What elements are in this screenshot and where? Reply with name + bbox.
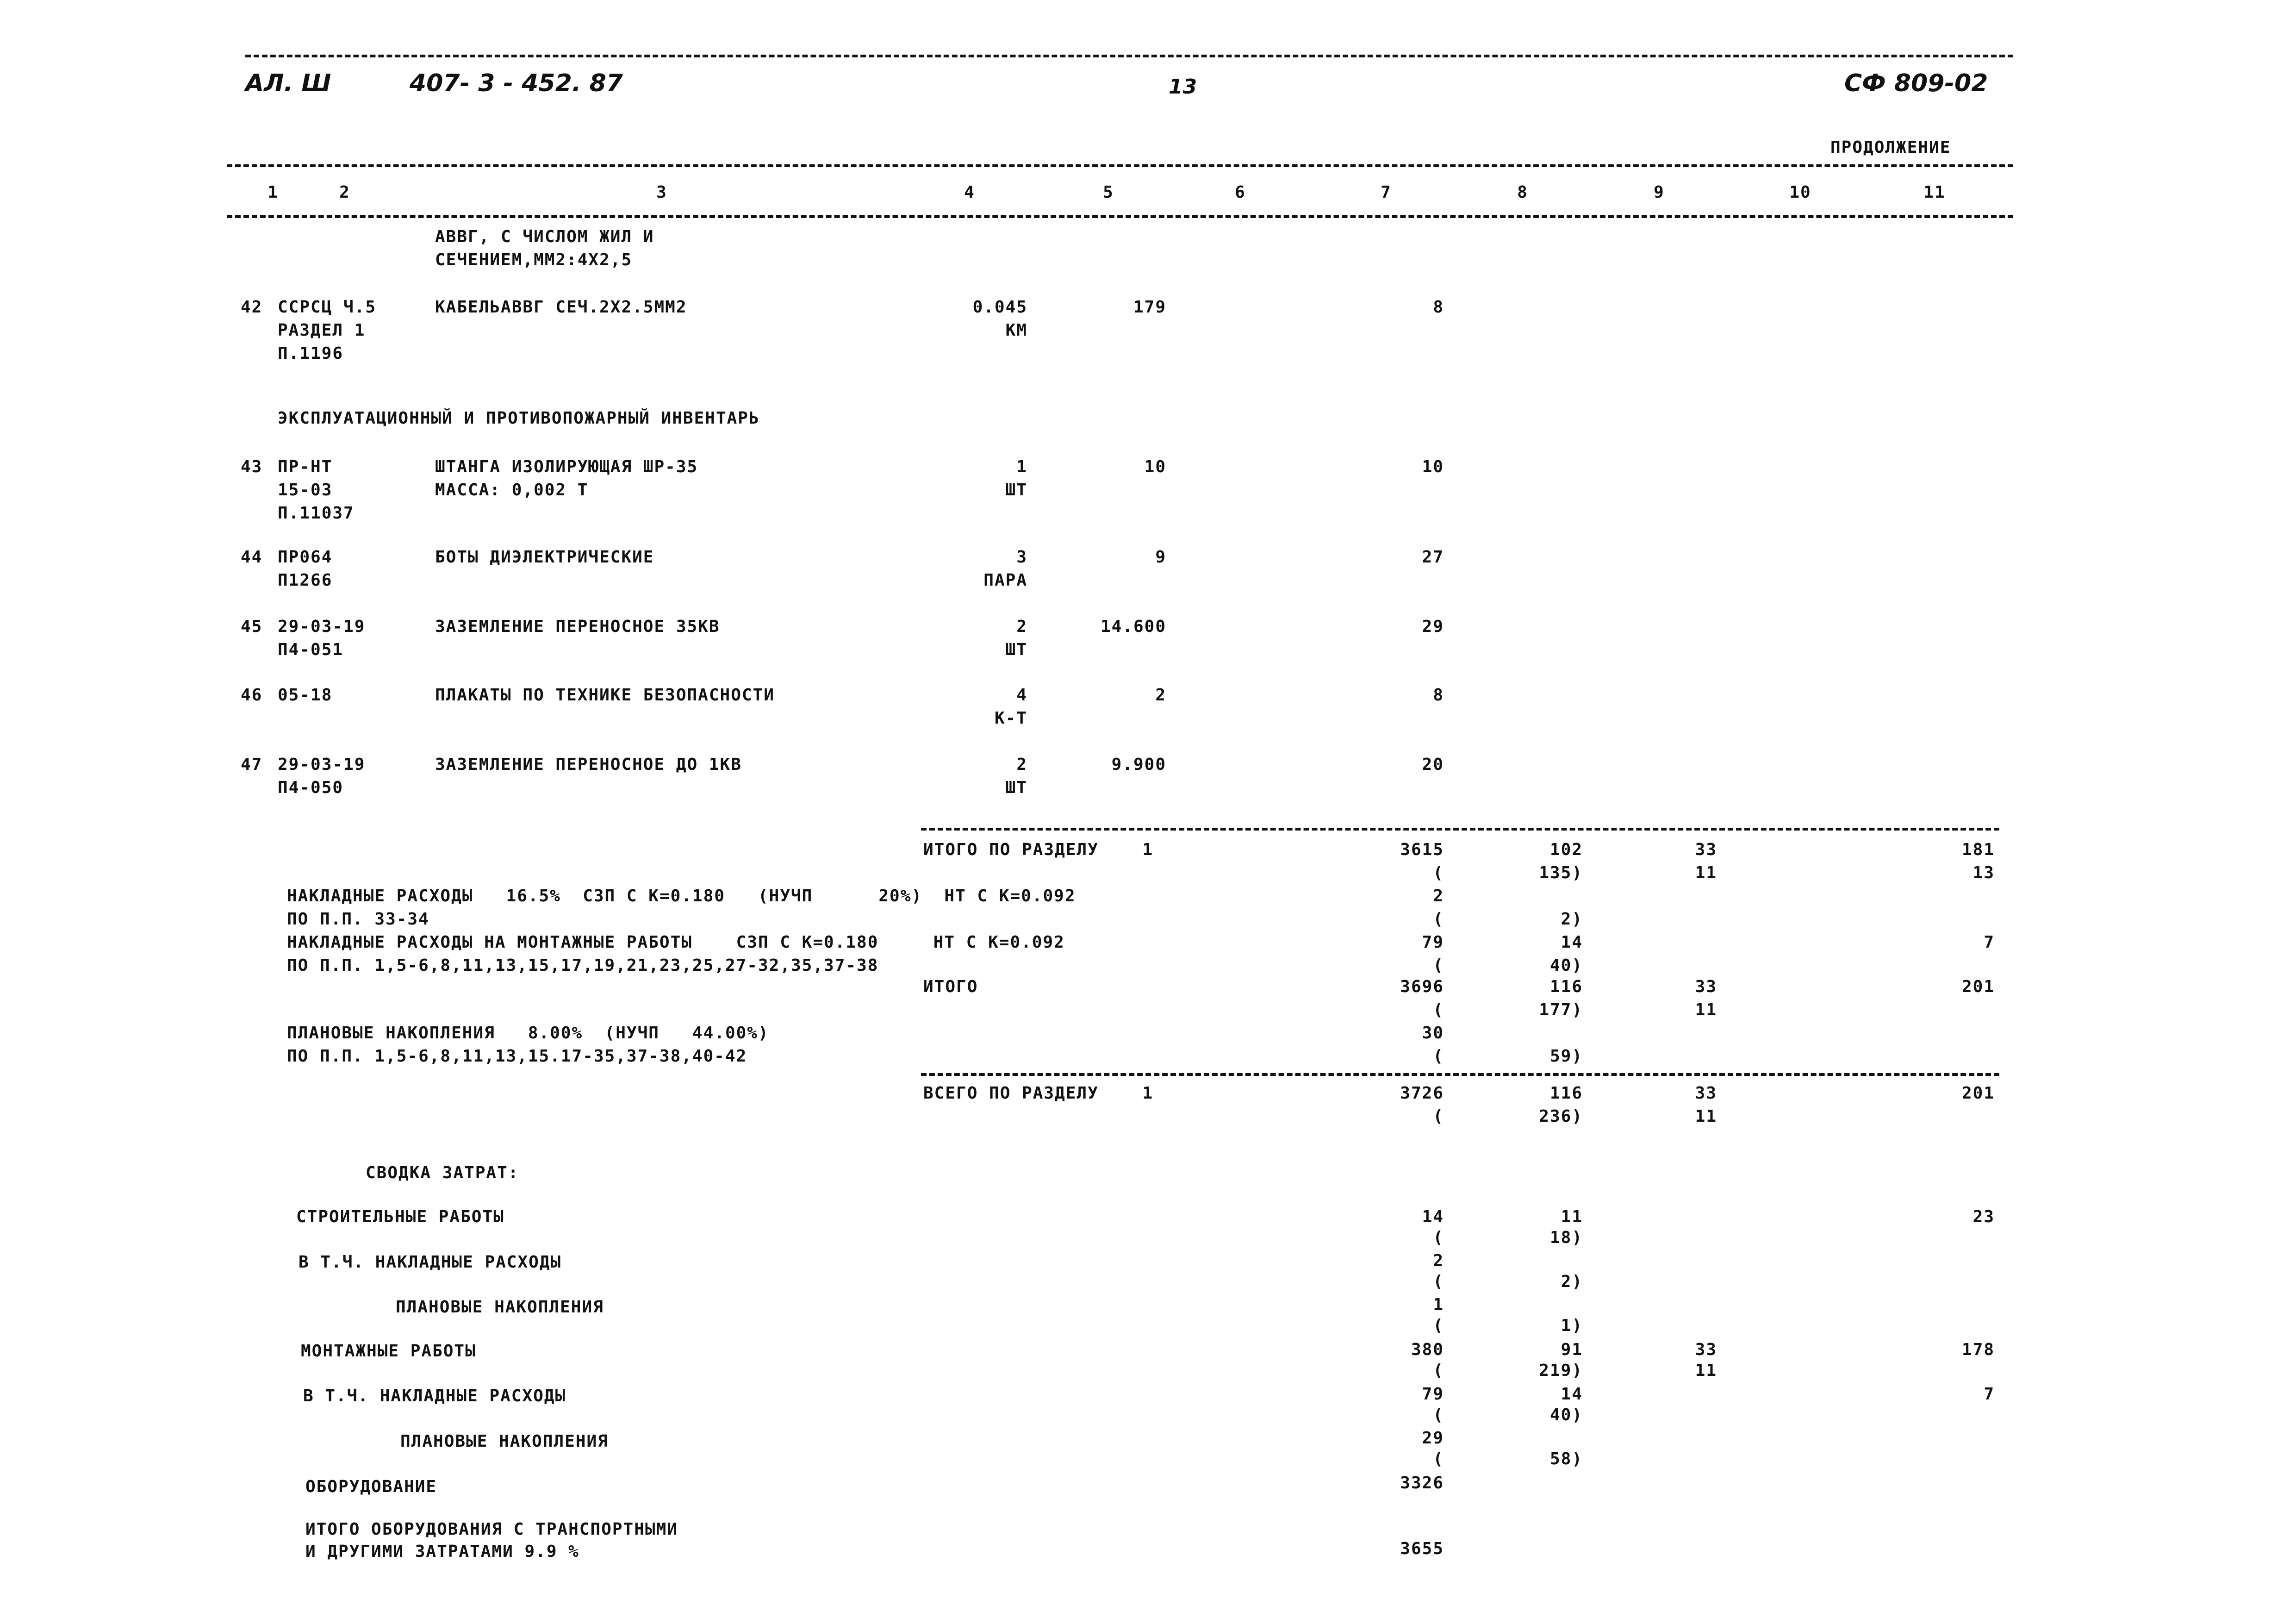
summary-col9: 33 <box>1695 1340 1717 1359</box>
item-qty: 3 <box>1016 548 1027 567</box>
summary-col8: 11 <box>1561 1207 1583 1226</box>
overhead-label-scope: ПО П.П. 33-34 <box>287 910 429 929</box>
item-code: РАЗДЕЛ 1 <box>278 321 366 340</box>
item-total: 20 <box>1422 755 1444 774</box>
planned-label: ПЛАНОВЫЕ НАКОПЛЕНИЯ 8.00% (НУЧП 44.00%) <box>287 1024 769 1043</box>
overhead-label-scope: ПО П.П. 1,5-6,8,11,13,15,17,19,21,23,25,27-32,35,37-38 <box>287 956 879 975</box>
summary-col7: 14 <box>1422 1207 1444 1226</box>
item-qty: 2 <box>1016 755 1027 774</box>
subtotal-label: ИТОГО <box>923 977 978 996</box>
item-unit: КМ <box>1005 321 1027 340</box>
total-col11-second: 13 <box>1972 863 1995 882</box>
summary-col7: 1 <box>1433 1295 1444 1314</box>
item-total: 27 <box>1422 548 1444 567</box>
equipment-value: 3326 <box>1400 1474 1444 1493</box>
summary-col8-paren: 40) <box>1549 1405 1583 1424</box>
column-number: 3 <box>656 183 667 202</box>
sheet-code: СФ 809-02 <box>1844 69 1988 97</box>
subtotal-col7: 3696 <box>1400 977 1444 996</box>
planned-col8-paren: 59) <box>1549 1047 1583 1066</box>
item-unit: ШТ <box>1005 640 1027 659</box>
grand-total-col7-paren: ( <box>1433 1107 1444 1126</box>
summary-col11: 7 <box>1984 1385 1995 1404</box>
item-number: 47 <box>241 755 263 774</box>
column-number: 9 <box>1654 183 1665 202</box>
header-rule-top <box>245 55 2013 57</box>
column-number: 10 <box>1789 183 1811 202</box>
summary-col7-paren: ( <box>1433 1405 1444 1424</box>
item-total: 8 <box>1433 298 1444 317</box>
section-title: ЭКСПЛУАТАЦИОННЫЙ И ПРОТИВОПОЖАРНЫЙ ИНВЕНТАРЬ <box>278 409 760 428</box>
planned-col7: 30 <box>1422 1024 1444 1043</box>
grand-total-col9: 33 <box>1695 1084 1717 1103</box>
equipment-total-label-cont: И ДРУГИМИ ЗАТРАТАМИ 9.9 % <box>305 1542 579 1561</box>
grand-total-col7: 3726 <box>1400 1084 1444 1103</box>
total-col8: 102 <box>1549 840 1583 859</box>
summary-col7: 380 <box>1411 1340 1444 1359</box>
item-price: 10 <box>1144 457 1166 476</box>
item-number: 46 <box>241 686 263 705</box>
item-name: БОТЫ ДИЭЛЕКТРИЧЕСКИЕ <box>435 548 654 567</box>
summary-col8-paren: 58) <box>1549 1449 1583 1468</box>
item-code: 15-03 <box>278 481 333 500</box>
summary-col7-paren: ( <box>1433 1361 1444 1380</box>
item-unit: ПАРА <box>983 571 1027 590</box>
overhead-col7: 2 <box>1433 887 1444 906</box>
summary-col8: 91 <box>1561 1340 1583 1359</box>
subtotal-col8-paren: 177) <box>1539 1000 1583 1019</box>
subtotal-col7-paren: ( <box>1433 1000 1444 1019</box>
item-code: П1266 <box>278 571 333 590</box>
item-total: 10 <box>1422 457 1444 476</box>
item-qty: 2 <box>1016 617 1027 636</box>
summary-col9-second: 11 <box>1695 1361 1717 1380</box>
summary-label: ПЛАНОВЫЕ НАКОПЛЕНИЯ <box>396 1298 604 1317</box>
item-unit: ШТ <box>1005 778 1027 797</box>
grand-total-col11: 201 <box>1961 1084 1995 1103</box>
item-code: ПР-НТ <box>278 457 333 476</box>
total-col9-second: 11 <box>1695 863 1717 882</box>
planned-col7-paren: ( <box>1433 1047 1444 1066</box>
item-number: 43 <box>241 457 263 476</box>
subtotal-col11: 201 <box>1961 977 1995 996</box>
totals-rule <box>921 828 1999 831</box>
header-rule-bottom <box>227 215 2013 218</box>
item-code: 29-03-19 <box>278 617 366 636</box>
summary-label: СТРОИТЕЛЬНЫЕ РАБОТЫ <box>296 1207 504 1226</box>
equipment-total-value: 3655 <box>1400 1539 1444 1558</box>
overhead-col8-paren: 2) <box>1561 910 1583 929</box>
item-number: 42 <box>241 298 263 317</box>
summary-col7-paren: ( <box>1433 1272 1444 1291</box>
summary-label: В Т.Ч. НАКЛАДНЫЕ РАСХОДЫ <box>303 1387 566 1405</box>
grand-total-col9-second: 11 <box>1695 1107 1717 1126</box>
summary-label: ПЛАНОВЫЕ НАКОПЛЕНИЯ <box>400 1432 609 1451</box>
intro-line: СЕЧЕНИЕМ,ММ2:4Х2,5 <box>435 250 633 269</box>
planned-label-scope: ПО П.П. 1,5-6,8,11,13,15.17-35,37-38,40-42 <box>287 1047 747 1066</box>
item-name: ЗАЗЕМЛЕНИЕ ПЕРЕНОСНОЕ ДО 1КВ <box>435 755 742 774</box>
item-code: ССРСЦ Ч.5 <box>278 298 377 317</box>
overhead-label: НАКЛАДНЫЕ РАСХОДЫ 16.5% СЗП С К=0.180 (НУЧП 20%) НТ С К=0.092 <box>287 887 1076 906</box>
item-name: МАССА: 0,002 Т <box>435 481 589 500</box>
overhead-col7-paren: ( <box>1433 910 1444 929</box>
subtotal-col8: 116 <box>1549 977 1583 996</box>
overhead-col7: 79 <box>1422 933 1444 952</box>
total-col9: 33 <box>1695 840 1717 859</box>
grand-total-col8-paren: 236) <box>1539 1107 1583 1126</box>
grand-total-col8: 116 <box>1549 1084 1583 1103</box>
grand-total-label: ВСЕГО ПО РАЗДЕЛУ 1 <box>923 1084 1154 1103</box>
summary-col7: 29 <box>1422 1429 1444 1448</box>
column-number: 8 <box>1517 183 1528 202</box>
summary-label: В Т.Ч. НАКЛАДНЫЕ РАСХОДЫ <box>299 1253 562 1272</box>
item-code: П.1196 <box>278 344 344 363</box>
item-price: 179 <box>1133 298 1166 317</box>
subtotal-col9-second: 11 <box>1695 1000 1717 1019</box>
subtotal-col9: 33 <box>1695 977 1717 996</box>
total-col7-paren: ( <box>1433 863 1444 882</box>
item-code: 29-03-19 <box>278 755 366 774</box>
total-col7: 3615 <box>1400 840 1444 859</box>
item-qty: 1 <box>1016 457 1027 476</box>
item-price: 2 <box>1155 686 1166 705</box>
summary-col11: 23 <box>1972 1207 1995 1226</box>
item-name: КАБЕЛЬАВВГ СЕЧ.2Х2.5ММ2 <box>435 298 687 317</box>
column-number: 6 <box>1235 183 1246 202</box>
intro-line: АВВГ, С ЧИСЛОМ ЖИЛ И <box>435 227 654 246</box>
section-total-label: ИТОГО ПО РАЗДЕЛУ 1 <box>923 840 1154 859</box>
summary-col8-paren: 219) <box>1539 1361 1583 1380</box>
overhead-col7-paren: ( <box>1433 956 1444 975</box>
project-code: 407- 3 - 452. 87 <box>410 69 623 97</box>
item-qty: 4 <box>1016 686 1027 705</box>
equipment-label: ОБОРУДОВАНИЕ <box>305 1477 437 1496</box>
column-number: 1 <box>268 183 279 202</box>
summary-col7-paren: ( <box>1433 1449 1444 1468</box>
overhead-col8-paren: 40) <box>1549 956 1583 975</box>
summary-col8-paren: 2) <box>1561 1272 1583 1291</box>
column-number: 2 <box>339 183 350 202</box>
summary-col7: 79 <box>1422 1385 1444 1404</box>
item-total: 29 <box>1422 617 1444 636</box>
column-number: 4 <box>964 183 975 202</box>
summary-col7-paren: ( <box>1433 1316 1444 1335</box>
overhead-col11: 7 <box>1984 933 1995 952</box>
item-unit: ШТ <box>1005 481 1027 500</box>
item-total: 8 <box>1433 686 1444 705</box>
item-name: ПЛАКАТЫ ПО ТЕХНИКЕ БЕЗОПАСНОСТИ <box>435 686 775 705</box>
summary-col7-paren: ( <box>1433 1228 1444 1247</box>
summary-col8-paren: 1) <box>1561 1316 1583 1335</box>
item-code: П4-051 <box>278 640 344 659</box>
item-price: 9.900 <box>1111 755 1166 774</box>
item-name: ШТАНГА ИЗОЛИРУЮЩАЯ ШР-35 <box>435 457 698 476</box>
item-unit: К-Т <box>994 709 1027 728</box>
summary-label: МОНТАЖНЫЕ РАБОТЫ <box>301 1342 476 1361</box>
item-price: 9 <box>1155 548 1166 567</box>
overhead-label: НАКЛАДНЫЕ РАСХОДЫ НА МОНТАЖНЫЕ РАБОТЫ СЗП С К=0.180 НТ С К=0.092 <box>287 933 1065 952</box>
summary-col7: 2 <box>1433 1251 1444 1270</box>
equipment-total-label: ИТОГО ОБОРУДОВАНИЯ С ТРАНСПОРТНЫМИ <box>305 1520 678 1539</box>
summary-title: СВОДКА ЗАТРАТ: <box>366 1163 519 1182</box>
item-price: 14.600 <box>1100 617 1166 636</box>
total-col8-paren: 135) <box>1539 863 1583 882</box>
summary-col8: 14 <box>1561 1385 1583 1404</box>
item-number: 45 <box>241 617 263 636</box>
summary-col8-paren: 18) <box>1549 1228 1583 1247</box>
overhead-col8: 14 <box>1561 933 1583 952</box>
item-code: 05-18 <box>278 686 333 705</box>
grand-total-rule <box>921 1073 1999 1076</box>
summary-col11: 178 <box>1961 1340 1995 1359</box>
column-number: 11 <box>1923 183 1946 202</box>
column-number: 5 <box>1103 183 1114 202</box>
item-code: ПР064 <box>278 548 333 567</box>
item-qty: 0.045 <box>972 298 1027 317</box>
total-col11: 181 <box>1961 840 1995 859</box>
item-code: П4-050 <box>278 778 344 797</box>
page-number: 13 <box>1169 75 1197 99</box>
item-name: ЗАЗЕМЛЕНИЕ ПЕРЕНОСНОЕ 35КВ <box>435 617 720 636</box>
column-number: 7 <box>1381 183 1392 202</box>
continuation-label: ПРОДОЛЖЕНИЕ <box>1830 138 1951 157</box>
album-code: АЛ. Ш <box>245 69 331 97</box>
item-number: 44 <box>241 548 263 567</box>
header-rule-mid <box>227 164 2013 167</box>
item-code: П.11037 <box>278 504 355 523</box>
